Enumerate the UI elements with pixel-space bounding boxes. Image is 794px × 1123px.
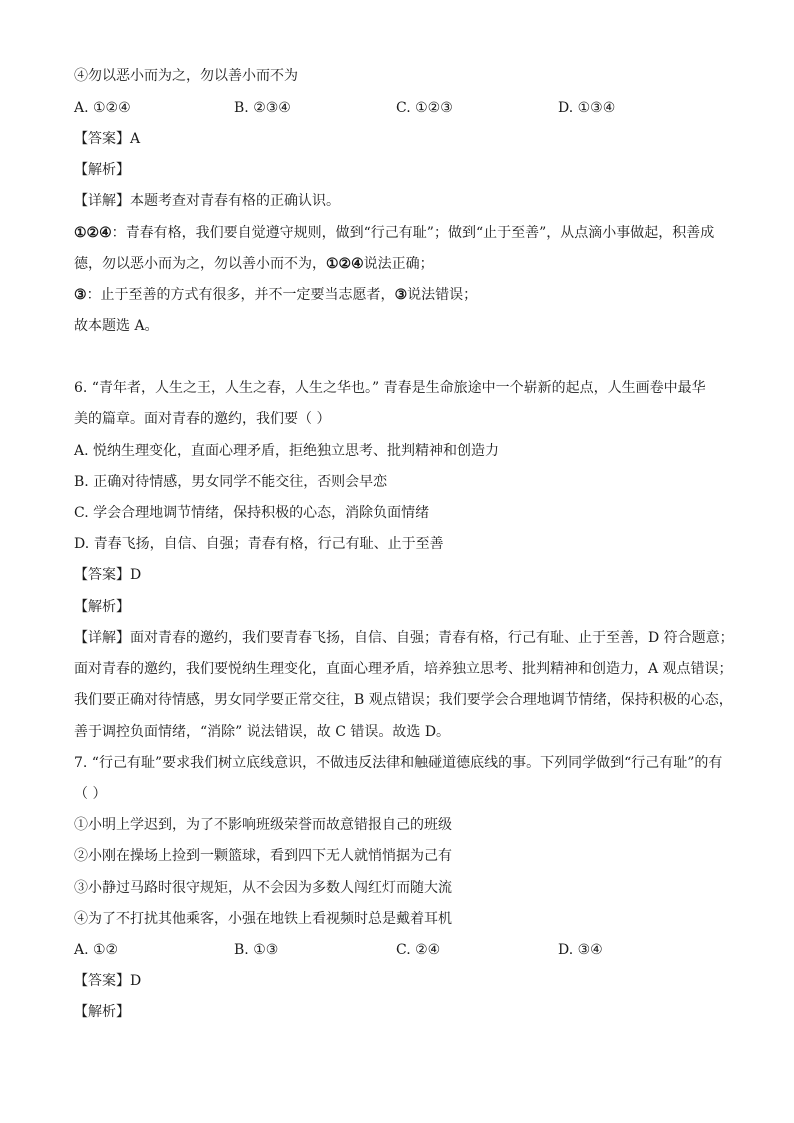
q7-stem-line-2: （ ）: [74, 786, 107, 802]
q6-detail-line-1: [74, 628, 734, 648]
detail-text: 说法正确；: [363, 256, 434, 272]
q7-item-1: ①小明上学迟到，为了不影响班级荣誉而故意错报自己的班级: [74, 817, 452, 833]
detail-item-ref: ①②④: [326, 256, 364, 272]
q6-option-b: B. 正确对待情感，男女同学不能交往，否则会早恋: [74, 474, 388, 490]
detail-text: 德，勿以恶小而为之，勿以善小而不为，: [74, 256, 326, 272]
q7-options: [74, 940, 734, 960]
q5-detail-line-1: [74, 223, 734, 243]
q7-item-2: ②小刚在操场上捡到一颗篮球，看到四下无人就悄悄据为己有: [74, 848, 452, 864]
q5-option-b: B. ②③④: [234, 100, 291, 116]
q7-answer: [74, 971, 734, 991]
q6-stem-line-2: 美的篇章。面对青春的邀约，我们要（ ）: [74, 411, 331, 427]
q5-detail-line-2: [74, 254, 734, 274]
detail-text: ：止于至善的方式有很多，并不一定要当志愿者，: [86, 287, 395, 303]
detail-text: 本题考查对青春有格的正确认识。: [130, 193, 340, 209]
answer-label: 【答案】: [74, 973, 130, 989]
q6-stem-line-1: 6. “青年者，人生之王，人生之春，人生之华也。” 青春是生命旅途中一个崭新的起点，人生画卷中最华: [74, 380, 706, 396]
detail-label: 【详解】: [74, 193, 130, 209]
detail-text: 面对青春的邀约，我们要青春飞扬，自信、自强；青春有格，行己有耻、止于至善，D 符合题意；: [130, 630, 734, 646]
q5-conclusion: 故本题选 A。: [74, 318, 159, 334]
answer-value: D: [130, 973, 142, 989]
q7-option-b: B. ①③: [234, 942, 279, 958]
q6-detail-line-4: 善于调控负面情绪，“消除” 说法错误，故 C 错误。故选 D。: [74, 724, 451, 740]
q6-option-a: A. 悦纳生理变化，直面心理矛盾，拒绝独立思考、批判精神和创造力: [74, 443, 500, 459]
q7-analysis-label: 【解析】: [74, 1004, 130, 1020]
q5-detail-intro: [74, 191, 734, 211]
answer-value: A: [130, 131, 141, 147]
detail-label: 【详解】: [74, 630, 130, 646]
q6-detail-line-3: 我们要正确对待情感，男女同学要正常交往，B 观点错误；我们要学会合理地调节情绪，保持积极的心态，: [74, 692, 733, 708]
q7-item-3: ③小静过马路时很守规矩，从不会因为多数人闯红灯而随大流: [74, 880, 452, 896]
q7-item-4: ④为了不打扰其他乘客，小强在地铁上看视频时总是戴着耳机: [74, 911, 452, 927]
q5-detail-line-3: [74, 285, 734, 305]
q7-stem-line-1: 7. “行己有耻”要求我们树立底线意识，不做违反法律和触碰道德底线的事。下列同学做到“行己有耻”的有: [74, 755, 723, 771]
q5-options: [74, 98, 734, 118]
q6-answer: [74, 565, 734, 585]
q6-detail-line-2: 面对青春的邀约，我们要悦纳生理变化，直面心理矛盾，培养独立思考、批判精神和创造力，A 观点错误；: [74, 661, 733, 677]
q7-option-a: A. ①②: [74, 942, 119, 958]
q5-analysis-label: 【解析】: [74, 162, 130, 178]
q6-option-c: C. 学会合理地调节情绪，保持积极的心态，消除负面情绪: [74, 505, 430, 521]
detail-item-ref: ③: [394, 287, 408, 303]
q6-analysis-label: 【解析】: [74, 599, 130, 615]
detail-text: ：青春有格，我们要自觉遵守规则，做到“行己有耻”；做到“止于至善”，从点滴小事做起，积善成: [111, 225, 715, 241]
q7-option-d: D. ③④: [558, 942, 603, 958]
q7-option-c: C. ②④: [396, 942, 441, 958]
detail-item-ref: ①②④: [74, 225, 112, 241]
q5-answer: [74, 129, 734, 149]
answer-value: D: [130, 567, 142, 583]
answer-label: 【答案】: [74, 567, 130, 583]
q5-option-d: D. ①③④: [558, 100, 616, 116]
q5-item-4: ④勿以恶小而为之，勿以善小而不为: [74, 68, 298, 84]
detail-text: 说法错误；: [407, 287, 478, 303]
q5-option-a: A. ①②④: [74, 100, 131, 116]
answer-label: 【答案】: [74, 131, 130, 147]
q6-option-d: D. 青春飞扬，自信、自强；青春有格，行己有耻、止于至善: [74, 536, 444, 552]
q5-option-c: C. ①②③: [396, 100, 453, 116]
detail-item-ref: ③: [74, 287, 87, 303]
